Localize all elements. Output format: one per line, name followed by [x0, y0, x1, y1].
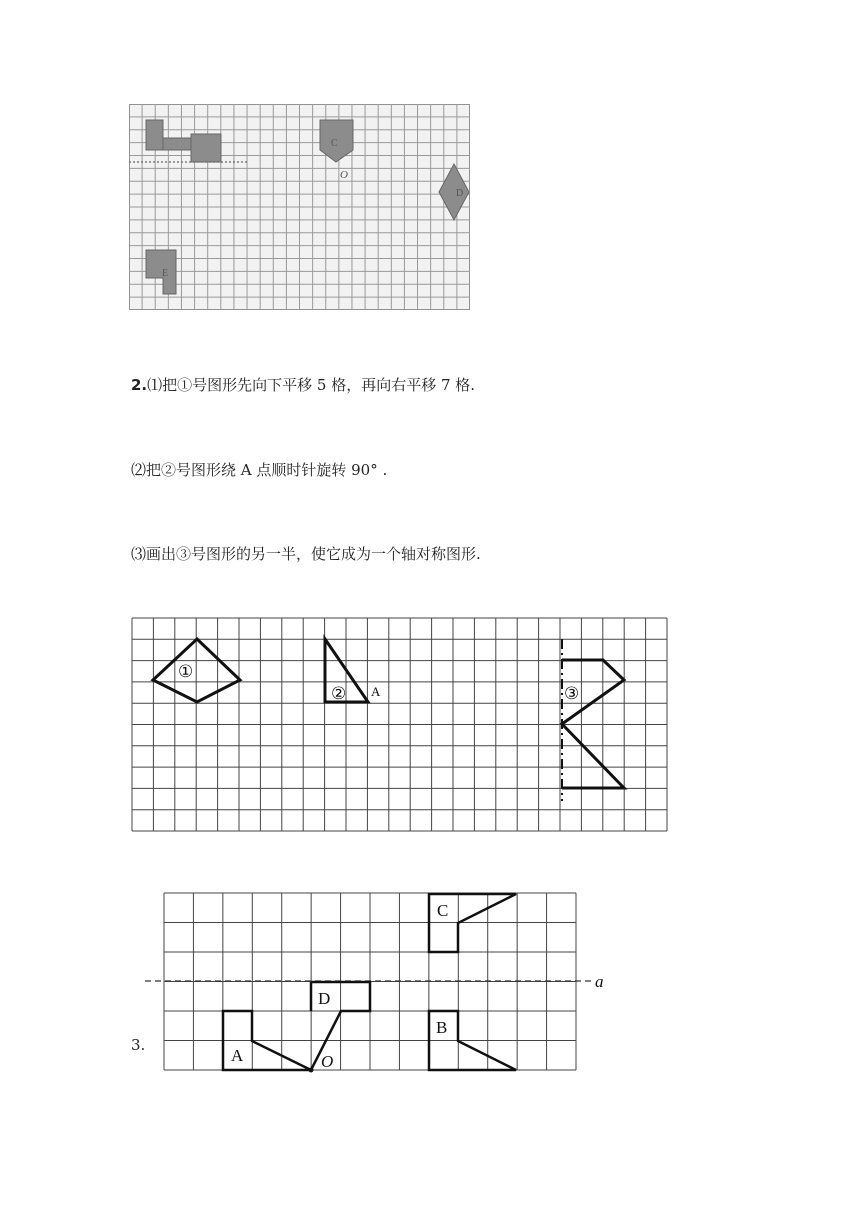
label-e: E	[162, 268, 169, 279]
question-2-part-1-text: ⑴把①号图形先向下平移 5 格，再向右平移 7 格.	[147, 376, 476, 394]
question-2-part-2: ⑵把②号图形绕 A 点顺时针旋转 90° .	[131, 461, 388, 479]
label-a: A	[231, 1046, 244, 1065]
question-2-number: 2.	[131, 376, 148, 394]
point-o	[309, 1068, 314, 1073]
label-shape-2: ②	[331, 684, 347, 703]
figure-2-grid	[131, 617, 668, 832]
question-2-part-1	[131, 374, 475, 395]
label-c: C	[437, 901, 449, 920]
question-2-part-3: ⑶画出③号图形的另一半，使它成为一个轴对称图形.	[131, 545, 481, 563]
label-shape-3: ③	[564, 684, 580, 703]
question-3-number: 3.	[131, 1036, 146, 1054]
label-c: C	[331, 138, 338, 149]
label-b: B	[436, 1018, 448, 1037]
label-point-a: A	[371, 684, 381, 699]
label-shape-1: ①	[178, 662, 194, 681]
label-axis-a: a	[595, 972, 604, 991]
figure-3-grid	[145, 891, 615, 1075]
label-d: D	[456, 188, 464, 199]
label-o: O	[340, 169, 348, 181]
label-o: O	[321, 1052, 334, 1071]
label-d: D	[318, 989, 331, 1008]
shape-l	[146, 120, 163, 150]
figure-1-grid	[129, 104, 470, 310]
